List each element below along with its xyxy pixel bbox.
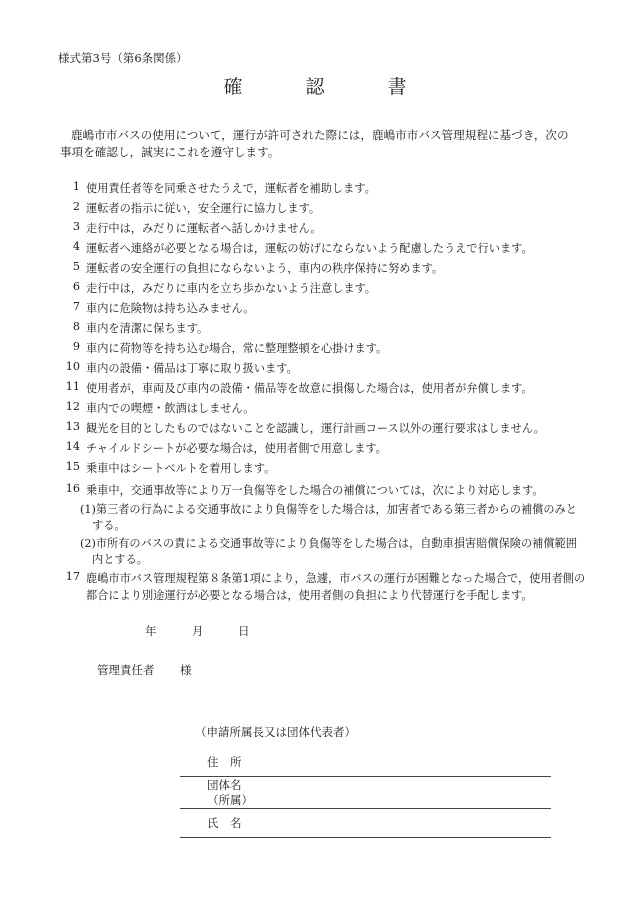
intro-paragraph: 鹿嶋市市バスの使用について，運行が許可された際には，鹿嶋市市バス管理規程に基づき，次の事項を確認し，誠実にこれを遵守します。 bbox=[60, 128, 569, 159]
item-number: 2 bbox=[72, 200, 80, 213]
org-line bbox=[180, 808, 551, 809]
item-text: 使用責任者等を同乗させたうえで，運転者を補助します。 bbox=[86, 182, 376, 195]
date-year: 年 bbox=[145, 624, 157, 638]
item-text: 鹿嶋市市バス管理規程第８条第1項により，急遽，市バスの運行が困難となった場合で，使用者側の都合により別途運行が必要となる場合は，使用者側の負担により代替運行を手配します。 bbox=[86, 572, 586, 602]
item-number: 8 bbox=[72, 320, 80, 333]
item-number: 7 bbox=[72, 300, 80, 313]
item-text: 観光を目的としたものではないことを認識し，運行計画コース以外の運行要求はしません。 bbox=[86, 422, 545, 435]
item-text: 使用者が，車両及び車内の設備・備品等を故意に損傷した場合は，使用者が弁償します。 bbox=[86, 382, 533, 395]
date-month: 月 bbox=[192, 624, 204, 638]
item-text: 運転者へ連絡が必要となる場合は，運転の妨げにならないよう配慮したうえで行います。 bbox=[86, 242, 533, 255]
document-title: 確 認 書 bbox=[223, 76, 429, 98]
org-affiliation-label: （所属） bbox=[207, 793, 253, 807]
item-number: 1 bbox=[72, 180, 80, 193]
item-text: 乗車中，交通事故等により万一負傷等をした場合の補償については，次により対応します。 bbox=[86, 484, 544, 497]
item-text: 車内を清潔に保ちます。 bbox=[86, 322, 209, 335]
name-line bbox=[180, 837, 551, 838]
item-text: 車内での喫煙・飲酒はしません。 bbox=[86, 402, 255, 415]
sub-item: (1)第三者の行為による交通事故により負傷等をした場合は，加害者である第三者からの補償のみとする。 bbox=[80, 503, 577, 532]
item-number: 14 bbox=[65, 440, 80, 453]
address-line bbox=[180, 776, 551, 777]
item-number: 12 bbox=[65, 400, 80, 413]
item-text: 運転者の安全運行の負担にならないよう，車内の秩序保持に努めます。 bbox=[86, 262, 444, 275]
item-number: 17 bbox=[65, 570, 80, 583]
item-text: 運転者の指示に従い，安全運行に協力します。 bbox=[86, 202, 321, 215]
item-number: 13 bbox=[65, 420, 80, 433]
item-text: 走行中は，みだりに車内を立ち歩かないよう注意します。 bbox=[86, 282, 376, 295]
item-text: 車内の設備・備品は丁寧に取り扱います。 bbox=[86, 362, 298, 375]
name-label: 氏 名 bbox=[207, 816, 242, 830]
addressee-role: 管理責任者 bbox=[97, 663, 155, 677]
date-day: 日 bbox=[238, 624, 250, 638]
item-number: 5 bbox=[72, 260, 80, 273]
item-number: 3 bbox=[72, 220, 80, 233]
item-number: 9 bbox=[72, 340, 80, 353]
org-name-label: 団体名 bbox=[207, 778, 242, 792]
item-text: 車内に危険物は持ち込みません。 bbox=[86, 302, 255, 315]
item-text: 乗車中はシートベルトを着用します。 bbox=[86, 462, 276, 475]
item-number: 10 bbox=[65, 360, 80, 373]
item-text: チャイルドシートが必要な場合は，使用者側で用意します。 bbox=[86, 442, 387, 455]
item-number: 4 bbox=[72, 240, 80, 253]
item-text: 車内に荷物等を持ち込む場合，常に整理整頓を心掛けます。 bbox=[86, 342, 388, 355]
item-text: 走行中は，みだりに運転者へ話しかけません。 bbox=[86, 222, 322, 235]
address-label: 住 所 bbox=[207, 755, 242, 769]
item-number: 16 bbox=[65, 482, 80, 495]
item-number: 15 bbox=[65, 460, 80, 473]
form-number: 様式第3号（第6条関係） bbox=[58, 51, 188, 65]
sub-item: (2)市所有のバスの責による交通事故等により負傷等をした場合は，自動車損害賠償保険の補償範囲内とする。 bbox=[80, 537, 577, 566]
item-number: 11 bbox=[65, 380, 80, 393]
item-number: 6 bbox=[72, 280, 80, 293]
addressee-honorific: 様 bbox=[180, 663, 192, 677]
applicant-heading: （申請所属長又は団体代表者） bbox=[195, 725, 356, 739]
